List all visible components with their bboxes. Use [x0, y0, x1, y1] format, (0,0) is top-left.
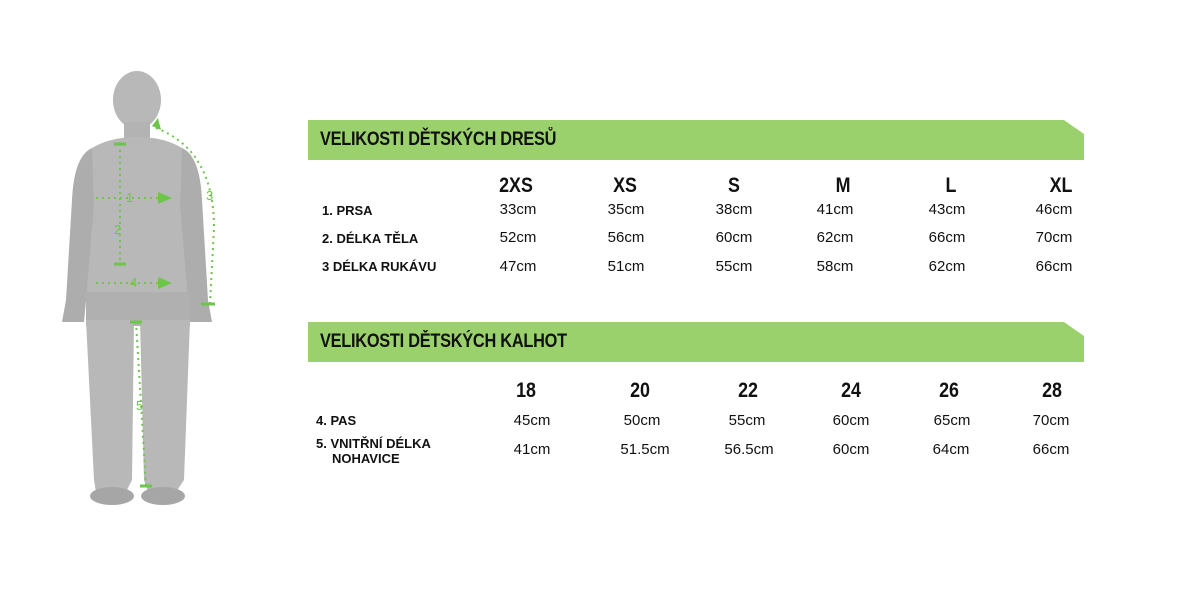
marker-1: 1	[126, 190, 134, 205]
pants-row-label-inseam-line1: 5. VNITŘNÍ DÉLKA	[316, 436, 431, 451]
pants-size-header: 24	[841, 379, 861, 402]
pants-section-title: VELIKOSTI DĚTSKÝCH KALHOT	[320, 331, 567, 352]
pants-size-header: 22	[738, 379, 758, 402]
jersey-row-label-sleeve-length: 3 DÉLKA RUKÁVU	[322, 259, 437, 274]
pants-section-banner	[308, 322, 1084, 362]
table-cell: 47cm	[499, 258, 537, 275]
table-cell: 55cm	[728, 412, 766, 429]
jersey-size-header: S	[728, 174, 740, 197]
marker-2: 2	[114, 222, 122, 237]
jersey-size-header: XS	[613, 174, 637, 197]
table-cell: 62cm	[928, 258, 966, 275]
body-measurement-figure	[0, 0, 300, 520]
table-cell: 56cm	[607, 229, 645, 246]
table-cell: 45cm	[513, 412, 551, 429]
pants-size-header: 26	[939, 379, 959, 402]
jersey-size-header: XL	[1049, 174, 1073, 197]
jersey-section-title: VELIKOSTI DĚTSKÝCH DRESŮ	[320, 129, 557, 150]
marker-4: 4	[130, 275, 138, 290]
table-cell: 35cm	[607, 201, 645, 218]
pants-row-label-waist: 4. PAS	[316, 413, 357, 428]
table-cell: 41cm	[513, 441, 551, 458]
jersey-section-banner	[308, 120, 1084, 160]
table-cell: 41cm	[816, 201, 854, 218]
table-cell: 66cm	[1032, 441, 1070, 458]
table-cell: 70cm	[1032, 412, 1070, 429]
table-cell: 60cm	[832, 441, 870, 458]
jersey-size-header: 2XS	[499, 174, 533, 197]
table-cell: 66cm	[928, 229, 966, 246]
table-cell: 62cm	[816, 229, 854, 246]
table-cell: 38cm	[715, 201, 753, 218]
jersey-size-header: M	[835, 174, 851, 197]
jersey-row-label-body-length: 2. DÉLKA TĚLA	[322, 231, 419, 246]
pants-row-label-inseam-line2: NOHAVICE	[332, 451, 400, 466]
table-cell: 66cm	[1035, 258, 1073, 275]
jersey-row-label-chest: 1. PRSA	[322, 203, 373, 218]
table-cell: 33cm	[499, 201, 537, 218]
table-cell: 55cm	[715, 258, 753, 275]
table-cell: 60cm	[832, 412, 870, 429]
pants-size-header: 18	[516, 379, 536, 402]
jersey-size-header: L	[945, 174, 957, 197]
pants-size-header: 28	[1042, 379, 1062, 402]
table-cell: 60cm	[715, 229, 753, 246]
table-cell: 46cm	[1035, 201, 1073, 218]
table-cell: 52cm	[499, 229, 537, 246]
table-cell: 56.5cm	[724, 441, 774, 458]
table-cell: 50cm	[623, 412, 661, 429]
pants-row-label-inseam	[316, 436, 431, 466]
table-cell: 65cm	[933, 412, 971, 429]
table-cell: 51cm	[607, 258, 645, 275]
marker-3: 3	[206, 188, 214, 203]
table-cell: 43cm	[928, 201, 966, 218]
table-cell: 64cm	[932, 441, 970, 458]
table-cell: 70cm	[1035, 229, 1073, 246]
table-cell: 58cm	[816, 258, 854, 275]
marker-5: 5	[136, 398, 144, 413]
table-cell: 51.5cm	[620, 441, 670, 458]
pants-size-header: 20	[630, 379, 650, 402]
